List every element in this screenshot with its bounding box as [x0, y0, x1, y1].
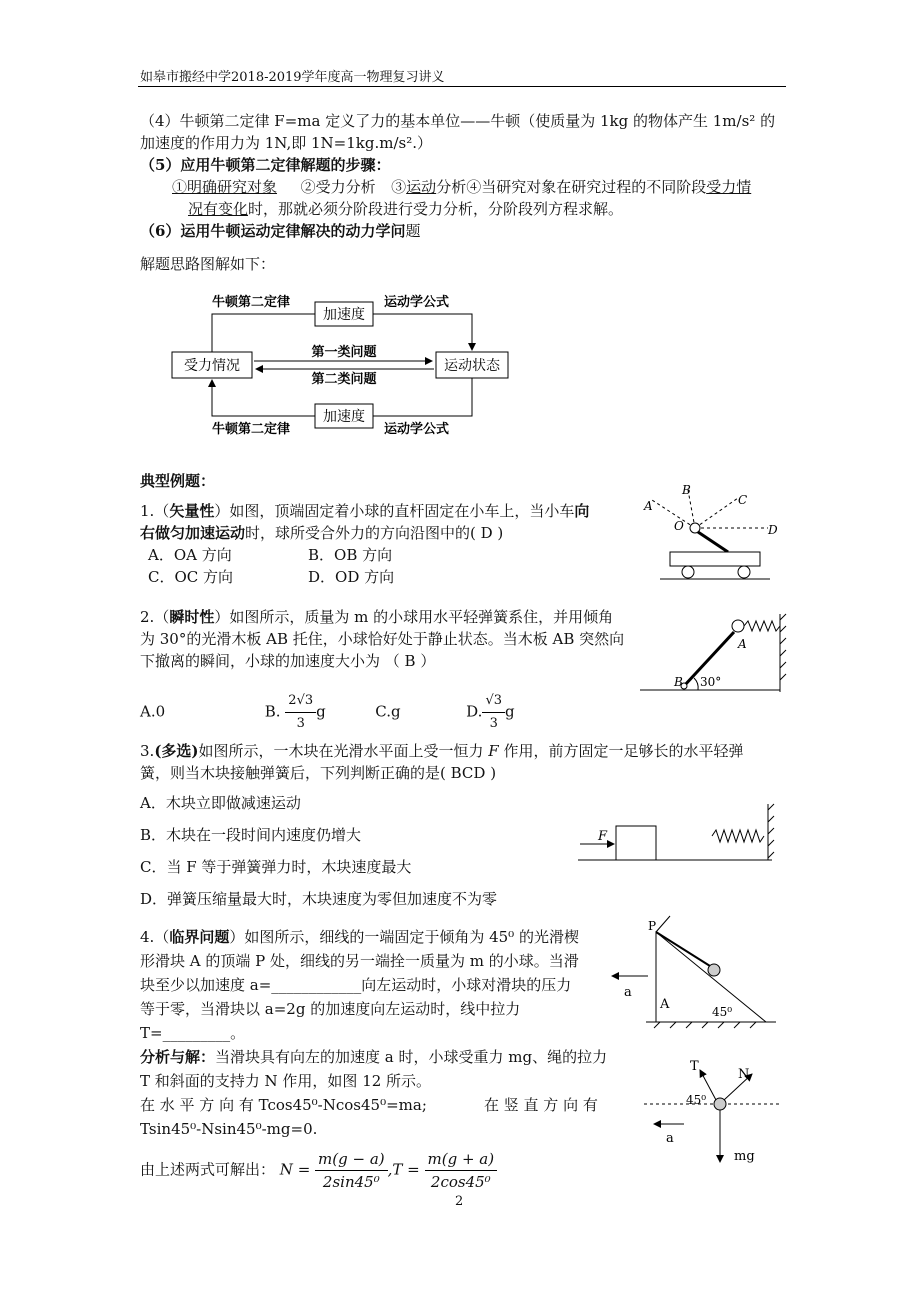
q3-option-a: A．木块立即做减速运动: [140, 794, 301, 812]
q1-option-b: B．OB 方向: [308, 546, 393, 564]
flow-newton2-bottom: 牛顿第二定律: [212, 422, 291, 437]
svg-text:A: A: [660, 997, 670, 1012]
q1-line1: 1.（矢量性）如图，顶端固定着小球的直杆固定在小车上，当小车向: [140, 502, 590, 520]
flow-line-bottom-left: [212, 380, 315, 416]
svg-text:a: a: [624, 985, 632, 1000]
flow-force: 受力情况: [184, 358, 240, 374]
analysis-line3b: 在 竖 直 方 向 有: [484, 1096, 598, 1114]
flow-kinematics-bottom: 运动学公式: [384, 422, 450, 437]
q2-option-d: D.: [466, 702, 483, 721]
analysis-line3a: 在 水 平 方 向 有 Tcos45⁰-Ncos45⁰=ma;: [140, 1096, 427, 1114]
q3-figure: [576, 800, 786, 866]
svg-text:45⁰: 45⁰: [712, 1005, 733, 1019]
q3-option-c: C．当 F 等于弹簧弹力时，木块速度最大: [140, 858, 412, 876]
q4-line5: T=_________。: [140, 1024, 246, 1042]
svg-text:P: P: [648, 919, 657, 933]
q3-option-d: D．弹簧压缩量最大时，木块速度为零但加速度不为零: [140, 890, 498, 908]
sec5-step3-word: 运动: [406, 178, 437, 196]
sec6-title: [140, 220, 420, 242]
q1-option-d: D．OD 方向: [308, 568, 395, 586]
sec5-step2: ②受力分析: [300, 178, 376, 196]
svg-text:a: a: [666, 1131, 674, 1146]
q2-figure: [640, 612, 790, 698]
q4-line4: 等于零，当滑块以 a=2g 的加速度向左运动时，线中拉力: [140, 1000, 521, 1018]
q1-option-a: A．OA 方向: [148, 546, 232, 564]
flow-type1: 第一类问题: [311, 345, 377, 360]
svg-text:T: T: [690, 1059, 699, 1074]
flow-newton2-top: 牛顿第二定律: [212, 295, 291, 310]
flow-line-top-right: [373, 314, 472, 350]
q4-figure: [606, 912, 786, 1032]
sec5-line2-text: 时，那就必须分阶段进行受力分析，分阶段列方程求解。: [248, 200, 624, 218]
sec5-step3-underlined: 受力情: [706, 178, 752, 196]
flow-line-top-left: [212, 314, 315, 352]
sec5-title: （5）应用牛顿第二定律解题的步骤：: [140, 156, 391, 174]
header-divider: [138, 86, 786, 87]
flow-diagram: [170, 288, 520, 440]
svg-text:N: N: [738, 1067, 750, 1082]
sec5-line1: [172, 176, 751, 198]
svg-text:A: A: [644, 499, 653, 513]
q4-line3: 块至少以加速度 a=____________向左运动时，小球对滑块的压力: [140, 976, 572, 994]
q2-line1: 2.（瞬时性）如图所示，质量为 m 的小球用水平轻弹簧系住，并用倾角: [140, 608, 614, 626]
q1-option-c: C．OC 方向: [148, 568, 234, 586]
analysis-line1: 分析与解：当滑块具有向左的加速度 a 时，小球受重力 mg、绳的拉力: [140, 1048, 608, 1066]
sec6-title-tail: 题: [405, 222, 421, 240]
flow-line-bottom-right: [373, 378, 472, 416]
q1-line2: 右做匀加速运动时，球所受合外力的方向沿图中的( D ): [140, 524, 504, 542]
sec6-title-bold: （6）运用牛顿运动定律解决的动力学问: [140, 222, 406, 240]
flow-motion: 运动状态: [444, 358, 500, 374]
sec5-step3-num: ③: [391, 178, 407, 196]
q2-tag: 瞬时性: [169, 608, 215, 626]
sec4-line2: 加速度的作用力为 1N,即 1N=1kg.m/s².）: [140, 134, 433, 152]
q1-tag: 矢量性: [169, 502, 215, 520]
analysis-line5: 由上述两式可解出： N = $\frac{m(g - a)}{\text{2sin45⁰}}$ ,T = $\frac{m(g + a)}{\text{2cos45⁰}}$: [140, 1148, 497, 1193]
header-title: 如皋市搬经中学2018-2019学年度高一物理复习讲义: [140, 70, 445, 85]
svg-text:D: D: [768, 523, 778, 537]
flow-accel-bottom: 加速度: [323, 409, 365, 425]
page-number: 2: [455, 1194, 464, 1209]
sec4-line1: （4）牛顿第二定律 F=ma 定义了力的基本单位——牛顿（使质量为 1kg 的物体产生 1m/s² 的: [140, 112, 776, 130]
q1-figure: [640, 480, 790, 590]
analysis-figure: [640, 1050, 790, 1170]
q3-tag: (多选): [154, 742, 199, 760]
q2-line2: 为 30°的光滑木板 AB 托住，小球恰好处于静止状态。当木板 AB 突然向: [140, 630, 625, 648]
flow-intro: 解题思路图解如下：: [140, 255, 276, 273]
svg-text:B: B: [682, 483, 691, 497]
examples-title: 典型例题：: [140, 472, 216, 490]
flow-accel-top: 加速度: [323, 307, 365, 323]
q4-line2: 形滑块 A 的顶端 P 处，细线的另一端拴一质量为 m 的小球。当滑: [140, 952, 579, 970]
q4-tag: 临界问题: [169, 928, 230, 946]
q2-option-c: C.g: [375, 702, 401, 721]
svg-text:B: B: [674, 675, 683, 689]
sec5-step3-text: 分析④当研究对象在研究过程的不同阶段: [436, 178, 707, 196]
analysis-label: 分析与解：: [140, 1048, 216, 1066]
flow-kinematics-top: 运动学公式: [384, 295, 450, 310]
q3-line1: 3.(多选)如图所示，一木块在光滑水平面上受一恒力 F 作用，前方固定一足够长的水平轻弹: [140, 742, 744, 760]
svg-text:45⁰: 45⁰: [686, 1093, 707, 1107]
svg-text:F: F: [598, 829, 608, 844]
sec5-line2: [188, 198, 623, 220]
analysis-line4: Tsin45⁰-Nsin45⁰-mg=0.: [140, 1120, 318, 1138]
svg-text:A: A: [738, 637, 747, 651]
flow-type2: 第二类问题: [311, 372, 377, 387]
q4-line1: 4.（临界问题）如图所示，细线的一端固定于倾角为 45⁰ 的光滑楔: [140, 928, 579, 946]
svg-text:mg: mg: [734, 1149, 755, 1164]
svg-text:30°: 30°: [700, 675, 722, 689]
q2-line3: 下撤离的瞬间，小球的加速度大小为 （ B ）: [140, 652, 436, 670]
svg-text:O: O: [674, 519, 684, 533]
svg-text:C: C: [738, 493, 748, 507]
sec5-step1: ①明确研究对象: [172, 178, 278, 196]
analysis-line2: T 和斜面的支持力 N 作用，如图 12 所示。: [140, 1072, 432, 1090]
q3-option-b: B．木块在一段时间内速度仍增大: [140, 826, 362, 844]
q3-line2: 簧，则当木块接触弹簧后，下列判断正确的是( BCD ): [140, 764, 497, 782]
q2-options: A.0 B. $\frac{2√3}{3}$ g C.g D. $\frac{√3}{3}$ g: [140, 690, 515, 735]
sec5-line2-underlined: 况有变化: [188, 200, 249, 218]
q2-option-a: A.0: [140, 702, 166, 721]
q2-option-b: B.: [264, 702, 281, 721]
